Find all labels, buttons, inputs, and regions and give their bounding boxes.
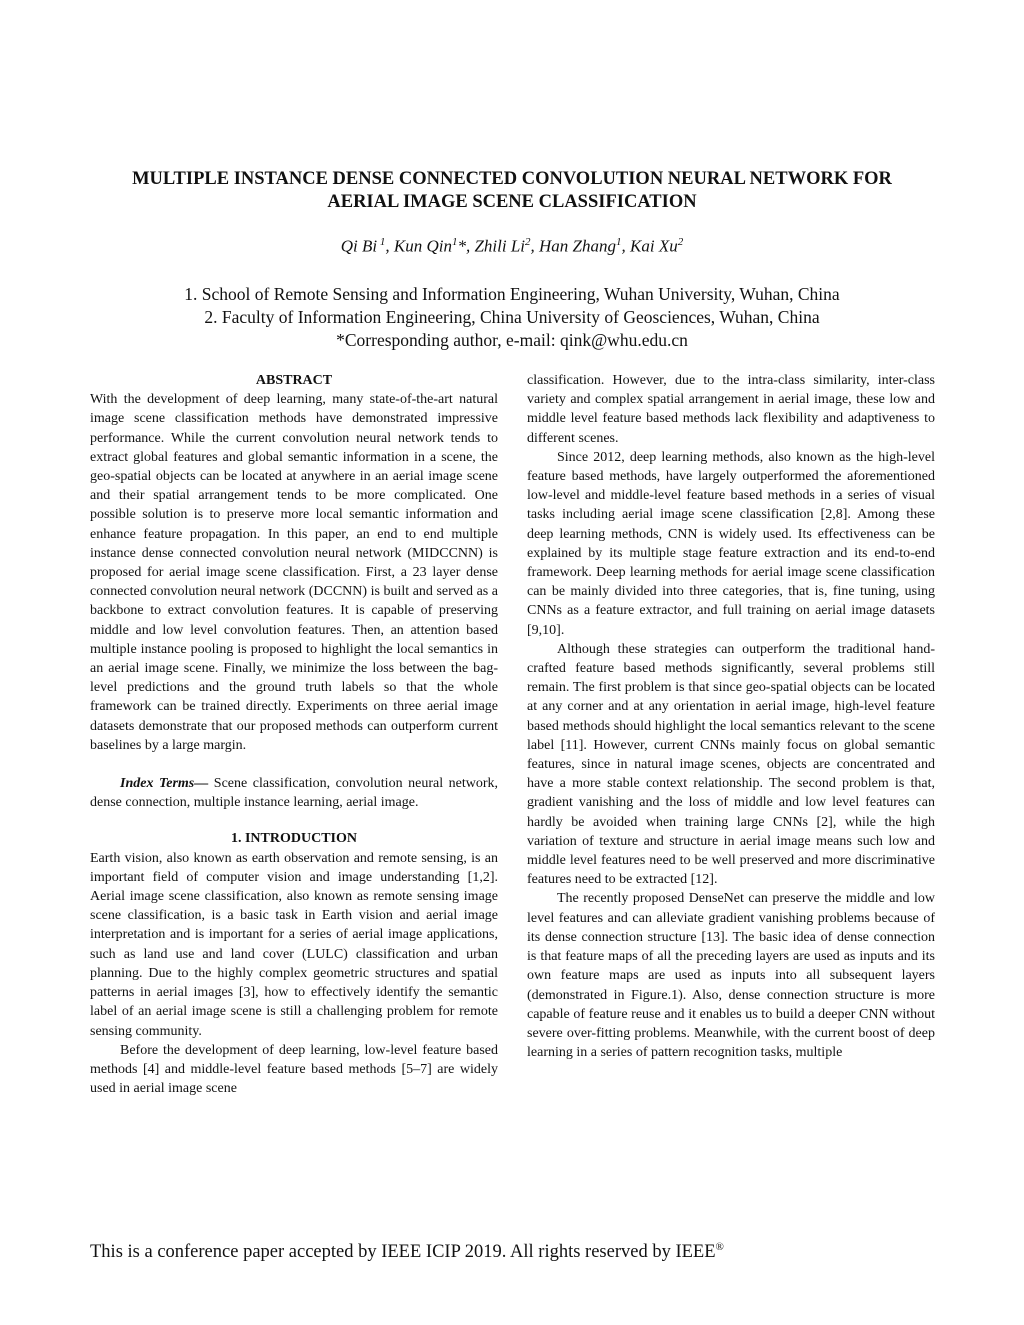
body-paragraph: Since 2012, deep learning methods, also known as the high-level feature based methods, have largely outperformed the aforementioned low-level and middle-level feature based methods in a series of visual tasks including aerial image scene classification [2,8]. Among these deep learning methods, CNN is widely used. Its effectiveness can be explained by its multiple stage feature extraction and its end-to-end framework. Deep learning methods for aerial image scene classification can be mainly divided into three categories, that is, fine tuning, using CNNs as a feature extractor, and full training on aerial image datasets [9,10].: [527, 449, 935, 638]
author-sep: ,: [530, 236, 540, 256]
right-column: [527, 371, 935, 1062]
author-affil-mark: 2: [525, 236, 531, 248]
title-line: AERIAL IMAGE SCENE CLASSIFICATION: [327, 192, 697, 212]
corresponding-author: *Corresponding author, e-mail: qink@whu.edu.cn: [336, 330, 688, 350]
affiliations: [60, 283, 964, 352]
index-terms-label: Index Terms—: [120, 776, 209, 792]
author-list: [60, 236, 964, 257]
index-terms-text: Scene classification, convolution neural network, dense connection, multiple instance learning, aerial image.: [90, 776, 499, 811]
author-sep: ,: [385, 236, 394, 256]
author-sep: ,: [621, 236, 631, 256]
author-affil-mark: 1: [451, 236, 458, 248]
body-paragraph: The recently proposed DenseNet can preserve the middle and low level features and can alleviate gradient vanishing problems because of its dense connection structure [13]. The basic idea of dense connection is that feature maps of all the preceding layers are used as inputs and its own feature maps are used as inputs into all subsequent layers (demonstrated in Figure.1). Also, dense connection structure is more capable of feature reuse and it enables us to build a deeper CNN without severe over-fitting problems. Meanwhile, with the current boost of deep learning in a series of pattern recognition tasks, multiple: [527, 891, 935, 1061]
abstract-heading: ABSTRACT: [255, 373, 333, 388]
author-affil-mark: 2: [677, 236, 684, 248]
left-column: [90, 371, 498, 1098]
author-name: Kai Xu: [630, 236, 678, 256]
author-affil-mark: 1: [616, 236, 622, 248]
intro-paragraph: Before the development of deep learning, low-level feature based methods [4] and middle-level feature based methods [5–7] are widely used in aerial image scene: [90, 1042, 498, 1097]
affiliation-line: 1. School of Remote Sensing and Information Engineering, Wuhan University, Wuhan, China: [184, 284, 840, 304]
footer-text: This is a conference paper accepted by IEEE ICIP 2019. All rights reserved by IEEE: [90, 1242, 716, 1263]
author-name: Han Zhang: [539, 236, 617, 256]
index-terms: [90, 774, 498, 812]
copyright-footer: [90, 1241, 970, 1263]
abstract-text: With the development of deep learning, many state-of-the-art natural image scene classification methods have demonstrated impressive performance. While the current convolution neural network tends to extract global features and global semantic information in a scene, the geo-spatial objects can be located at anywhere in an aerial image scene and their spatial arrangement tends to be more complicated. One possible solution is to preserve more local semantic information and enhance feature propagation. In this paper, an end to end multiple instance dense connected convolution neural network (MIDCCNN) is proposed for aerial image scene classification. First, a 23 layer dense connected convolution neural network (DCCNN) is built and served as a backbone to extract convolution features. It is capable of preserving middle and low level convolution features. Then, an attention based multiple instance pooling is proposed to highlight the local semantics in an aerial image scene. Finally, we minimize the loss between the bag-level predictions and the ground truth labels so that the whole framework can be trained directly. Experiments on three aerial image datasets demonstrate that our proposed methods can outperform current baselines by a large margin.: [90, 392, 498, 753]
registered-mark: ®: [715, 1241, 724, 1253]
title-line: MULTIPLE INSTANCE DENSE CONNECTED CONVOLUTION NEURAL NETWORK FOR: [132, 169, 892, 189]
author-name: Kun Qin: [393, 236, 452, 256]
introduction-heading: 1. INTRODUCTION: [230, 831, 357, 847]
paper-title: [60, 168, 964, 214]
body-paragraph: Although these strategies can outperform the traditional hand-crafted feature based methods significantly, several problems still remain. The first problem is that since geo-spatial objects can be located at any corner and at any orientation in aerial image, high-level feature based methods should highlight the local semantics relevant to the scene label [11]. However, current CNNs mainly focus on global semantic features, since in natural image scenes, objects are concentrated and have a more stable context relationship. The second problem is that, gradient vanishing and the loss of middle and low level features can hardly be avoided when training large CNNs [2], while the high variation of texture and structure in aerial image means such low and middle level features need to be well preserved and more discriminative features need to be extracted [12].: [527, 641, 935, 888]
author-affil-mark: 1: [377, 236, 386, 248]
author-name: Zhili Li: [474, 236, 526, 256]
author-sep: *,: [457, 236, 475, 256]
body-paragraph: classification. However, due to the intra-class similarity, inter-class variety and complex spatial arrangement in aerial image, these low and middle level feature based methods lack flexibility and adaptiveness to different scenes.: [527, 373, 935, 446]
affiliation-line: 2. Faculty of Information Engineering, China University of Geosciences, Wuhan, China: [204, 307, 820, 327]
intro-paragraph: Earth vision, also known as earth observation and remote sensing, is an important field of computer vision and image understanding [1,2]. Aerial image scene classification, also known as remote sensing image scene classification, is a basic task in Earth vision and aerial image interpretation and is important for a series of aerial image applications, such as land use and land cover (LULC) classification and urban planning. Due to the highly complex geometric structures and spatial patterns in aerial images [3], how to effectively identify the semantic label of an aerial image scene is still a challenging problem for remote sensing community.: [90, 850, 498, 1039]
author-name: Qi Bi: [340, 236, 378, 256]
